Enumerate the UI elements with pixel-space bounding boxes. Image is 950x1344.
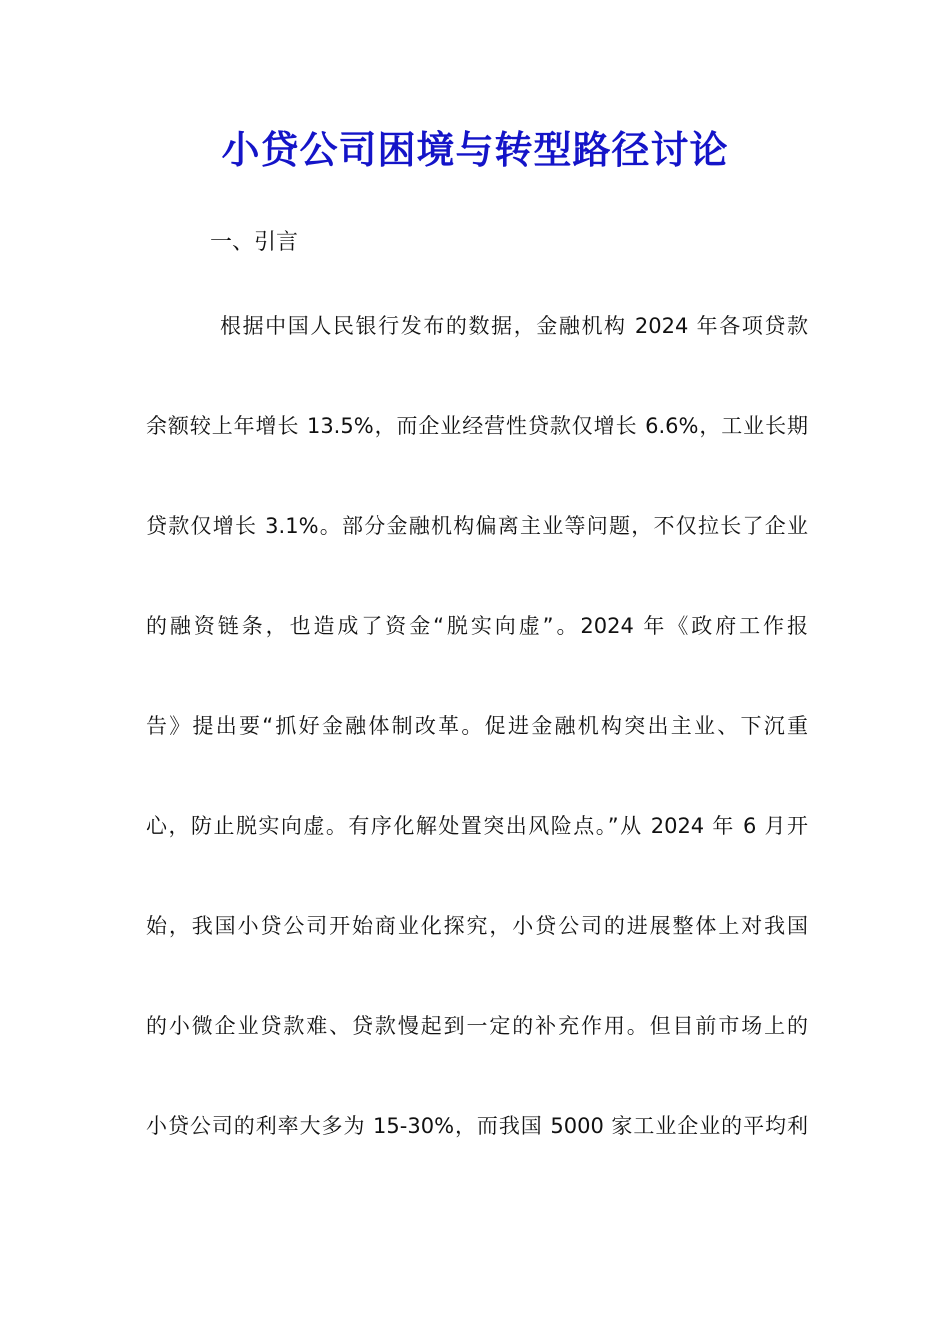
- paragraph-line: 的融资链条，也造成了资金“脱实向虚”。2024 年《政府工作报: [146, 614, 808, 638]
- paragraph-line: 心，防止脱实向虚。有序化解处置突出风险点。”从 2024 年 6 月开: [146, 814, 808, 838]
- paragraph-line: 始，我国小贷公司开始商业化探究，小贷公司的进展整体上对我国: [146, 914, 808, 938]
- section-heading-introduction: 一、引言: [210, 230, 299, 255]
- paragraph-line: 的小微企业贷款难、贷款慢起到一定的补充作用。但目前市场上的: [146, 1014, 808, 1038]
- paragraph-line: 贷款仅增长 3.1%。部分金融机构偏离主业等问题，不仅拉长了企业: [146, 514, 808, 538]
- document-title: 小贷公司困境与转型路径讨论: [221, 127, 729, 172]
- paragraph-line: 余额较上年增长 13.5%，而企业经营性贷款仅增长 6.6%，工业长期: [146, 414, 808, 438]
- paragraph-line: 告》提出要“抓好金融体制改革。促进金融机构突出主业、下沉重: [146, 714, 808, 738]
- body-paragraph: [146, 306, 808, 1206]
- paragraph-line: 根据中国人民银行发布的数据，金融机构 2024 年各项贷款: [220, 314, 808, 338]
- paragraph-line: 小贷公司的利率大多为 15-30%，而我国 5000 家工业企业的平均利: [146, 1114, 808, 1138]
